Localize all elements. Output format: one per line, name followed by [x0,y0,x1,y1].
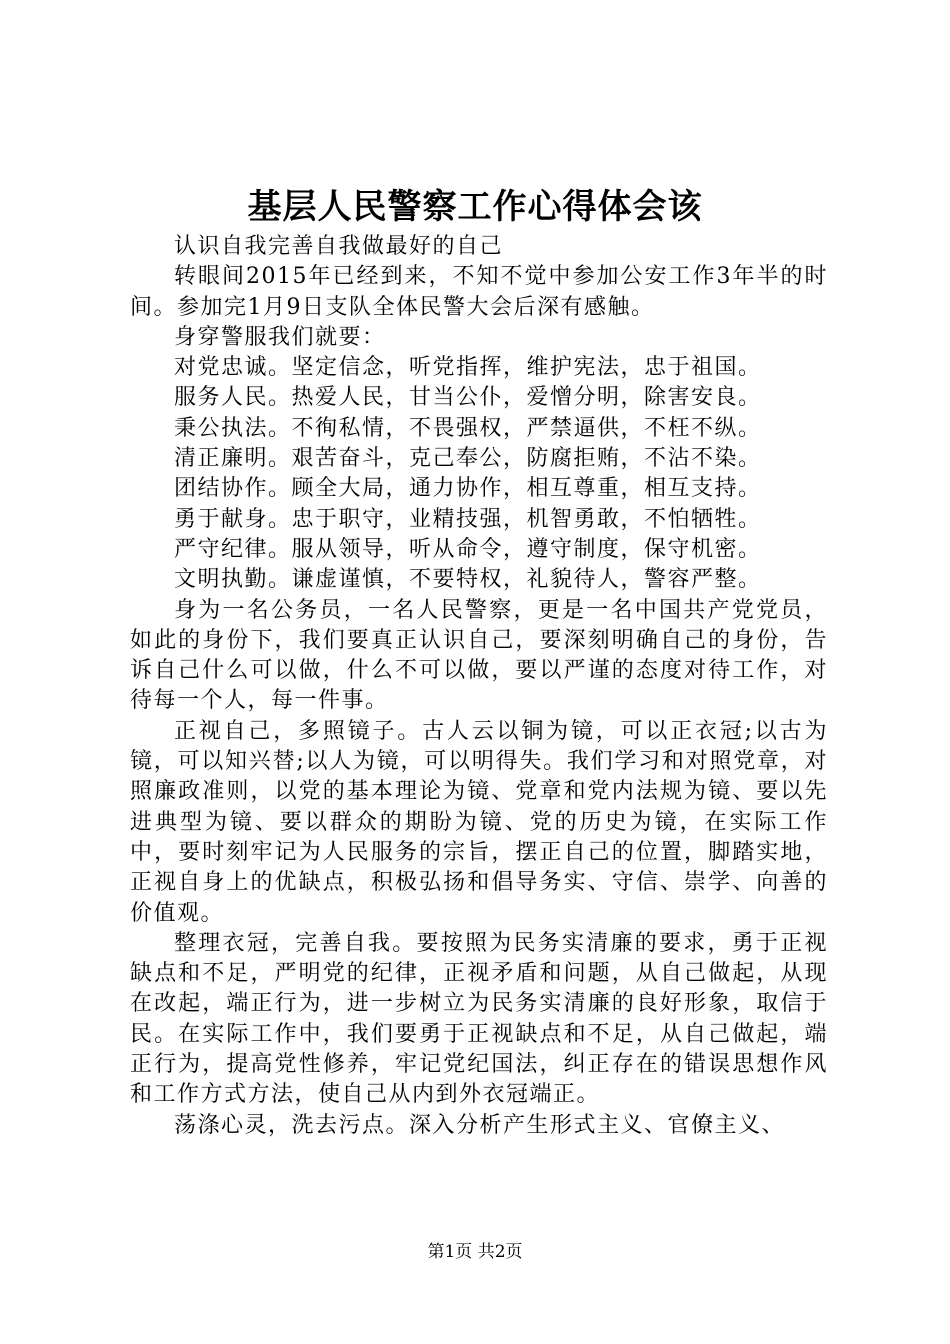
page-footer: 第1页 共2页 [427,1242,523,1262]
paragraph: 整理衣冠，完善自我。要按照为民务实清廉的要求，勇于正视缺点和不足，严明党的纪律，正视矛盾和问题，从自己做起，从现在改起，端正行为，进一步树立为民务实清廉的良好形象，取信于民。在实际工作中，我们要勇于正视缺点和不足，从自己做起，端正行为，提高党性修养，牢记党纪国法，纠正存在的错误思想作风和工作方式方法，使自己从内到外衣冠端正。 [130,930,828,1108]
paragraph: 认识自我完善自我做最好的自己 [174,234,504,259]
paragraph: 团结协作。顾全大局，通力协作，相互尊重，相互支持。 [174,476,762,502]
paragraph: 秉公执法。不徇私情，不畏强权，严禁逼供，不枉不纵。 [174,415,762,441]
document-body [130,232,828,1141]
paragraph: 荡涤心灵，洗去污点。深入分析产生形式主义、官僚主义、 [174,1112,786,1138]
paragraph: 转眼间2015年已经到来，不知不觉中参加公安工作3年半的时间。参加完1月9日支队全体民警大会后深有感触。 [130,264,828,320]
paragraph: 清正廉明。艰苦奋斗，克己奉公，防腐拒贿，不沾不染。 [174,446,762,472]
paragraph: 勇于献身。忠于职守，业精技强，机智勇敢，不怕牺牲。 [174,506,762,532]
paragraph: 服务人民。热爱人民，甘当公仆，爱憎分明，除害安良。 [174,385,762,411]
paragraph: 严守纪律。服从领导，听从命令，遵守制度，保守机密。 [174,536,762,562]
paragraph: 文明执勤。谦虚谨慎，不要特权，礼貌待人，警容严整。 [174,567,762,593]
paragraph: 身穿警服我们就要： [174,324,386,350]
paragraph: 正视自己，多照镜子。古人云以铜为镜，可以正衣冠;以古为镜，可以知兴替;以人为镜，可以明得失。我们学习和对照党章，对照廉政准则，以党的基本理论为镜、党章和党内法规为镜、要以先进典型为镜、要以群众的期盼为镜、党的历史为镜，在实际工作中，要时刻牢记为人民服务的宗旨，摆正自己的位置，脚踏实地，正视自身上的优缺点，积极弘扬和倡导务实、守信、崇学、向善的价值观。 [130,718,828,926]
document-title: 基层人民警察工作心得体会该 [247,187,703,227]
paragraph: 对党忠诚。坚定信念，听党指挥，维护宪法，忠于祖国。 [174,355,762,381]
paragraph: 身为一名公务员，一名人民警察，更是一名中国共产党党员，如此的身份下，我们要真正认识自己，要深刻明确自己的身份，告诉自己什么可以做，什么不可以做，要以严谨的态度对待工作，对待每一个人，每一件事。 [130,597,828,714]
